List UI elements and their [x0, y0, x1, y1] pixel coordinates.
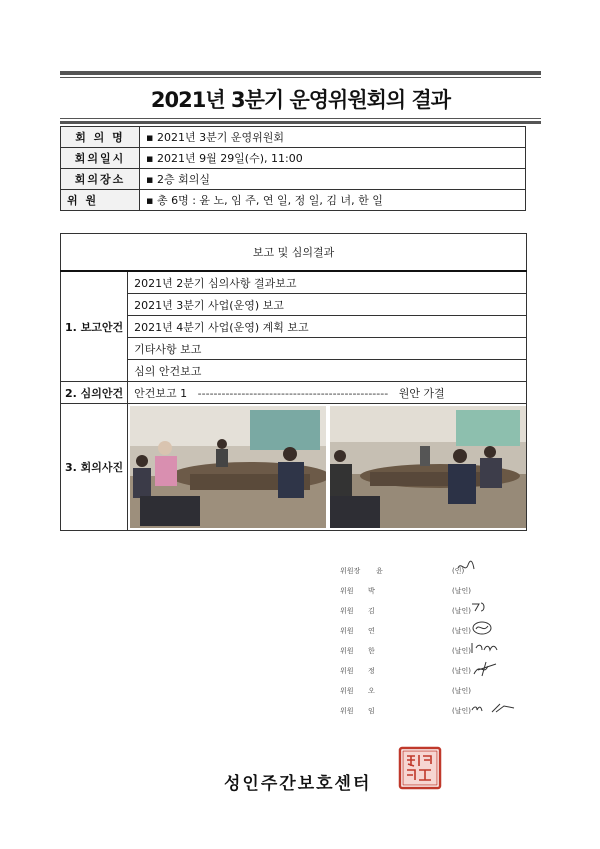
signature-row: 위원 정 (날인)	[340, 666, 520, 686]
info-value: ▪ 총 6명 : 윤 노, 임 주, 연 일, 정 일, 김 녀, 한 일	[140, 190, 526, 211]
info-label: 회의일시	[61, 148, 140, 169]
signature-row: 위원 연 (날인)	[340, 626, 520, 646]
meeting-photo	[130, 406, 326, 528]
info-value: ▪ 2층 회의실	[140, 169, 526, 190]
dash-leader: ------------------------------------------------	[190, 386, 396, 400]
title-block	[60, 71, 541, 124]
info-label: 회 의 명	[61, 127, 140, 148]
info-row	[61, 190, 526, 211]
info-row	[61, 148, 526, 169]
report-header: 보고 및 심의결과	[61, 234, 527, 272]
info-row	[61, 127, 526, 148]
signature-row: 위원 오 (날인)	[340, 687, 471, 695]
photo-cell	[128, 404, 527, 531]
report-item: 2021년 2분기 심의사항 결과보고	[128, 271, 527, 294]
organization-name: 성인주간보호센터	[224, 774, 372, 794]
info-value: ▪ 2021년 3분기 운영위원회	[140, 127, 526, 148]
section-label: 3. 회의사진	[61, 404, 128, 531]
report-item: 심의 안건보고	[128, 360, 527, 382]
title-bottom-rule	[60, 121, 541, 124]
signature-mark	[470, 600, 490, 614]
signature-mark	[470, 700, 516, 716]
meeting-photo-image	[330, 406, 526, 528]
info-value: ▪ 2021년 9월 29일(수), 11:00	[140, 148, 526, 169]
signature-mark	[470, 660, 500, 678]
deliberation-result: 원안 가결	[398, 386, 445, 400]
signature-mark	[470, 640, 500, 656]
title-bottom-thin-rule	[60, 118, 541, 119]
signature-mark	[456, 560, 476, 574]
section-label: 1. 보고안건	[61, 271, 128, 382]
report-item: 2021년 3분기 사업(운영) 보고	[128, 294, 527, 316]
title-top-rule	[60, 71, 541, 75]
meeting-photo	[330, 406, 526, 528]
info-label: 회의장소	[61, 169, 140, 190]
signature-row: 위원 김 (날인)	[340, 606, 520, 626]
deliberation-row	[128, 382, 527, 404]
signature-row: 위원 박 (날인)	[340, 587, 471, 595]
info-label: 위 원	[61, 190, 140, 211]
report-item: 기타사항 보고	[128, 338, 527, 360]
signature-row: 위원 한 (날인)	[340, 646, 520, 666]
report-item: 2021년 4분기 사업(운영) 계획 보고	[128, 316, 527, 338]
page-title: 2021년 3분기 운영위원회의 결과	[150, 88, 451, 112]
official-seal-stamp	[398, 746, 442, 790]
report-table	[60, 233, 527, 531]
deliberation-item: 안건보고 1	[134, 386, 188, 400]
meeting-info-table	[60, 126, 526, 211]
signature-row: 위원 임 (날인)	[340, 706, 520, 726]
signature-row: 위원장 윤 (인)	[340, 566, 520, 586]
meeting-photo-image	[130, 406, 326, 528]
info-row	[61, 169, 526, 190]
signature-mark	[470, 620, 494, 636]
section-label: 2. 심의안건	[61, 382, 128, 404]
signature-list	[340, 566, 520, 726]
